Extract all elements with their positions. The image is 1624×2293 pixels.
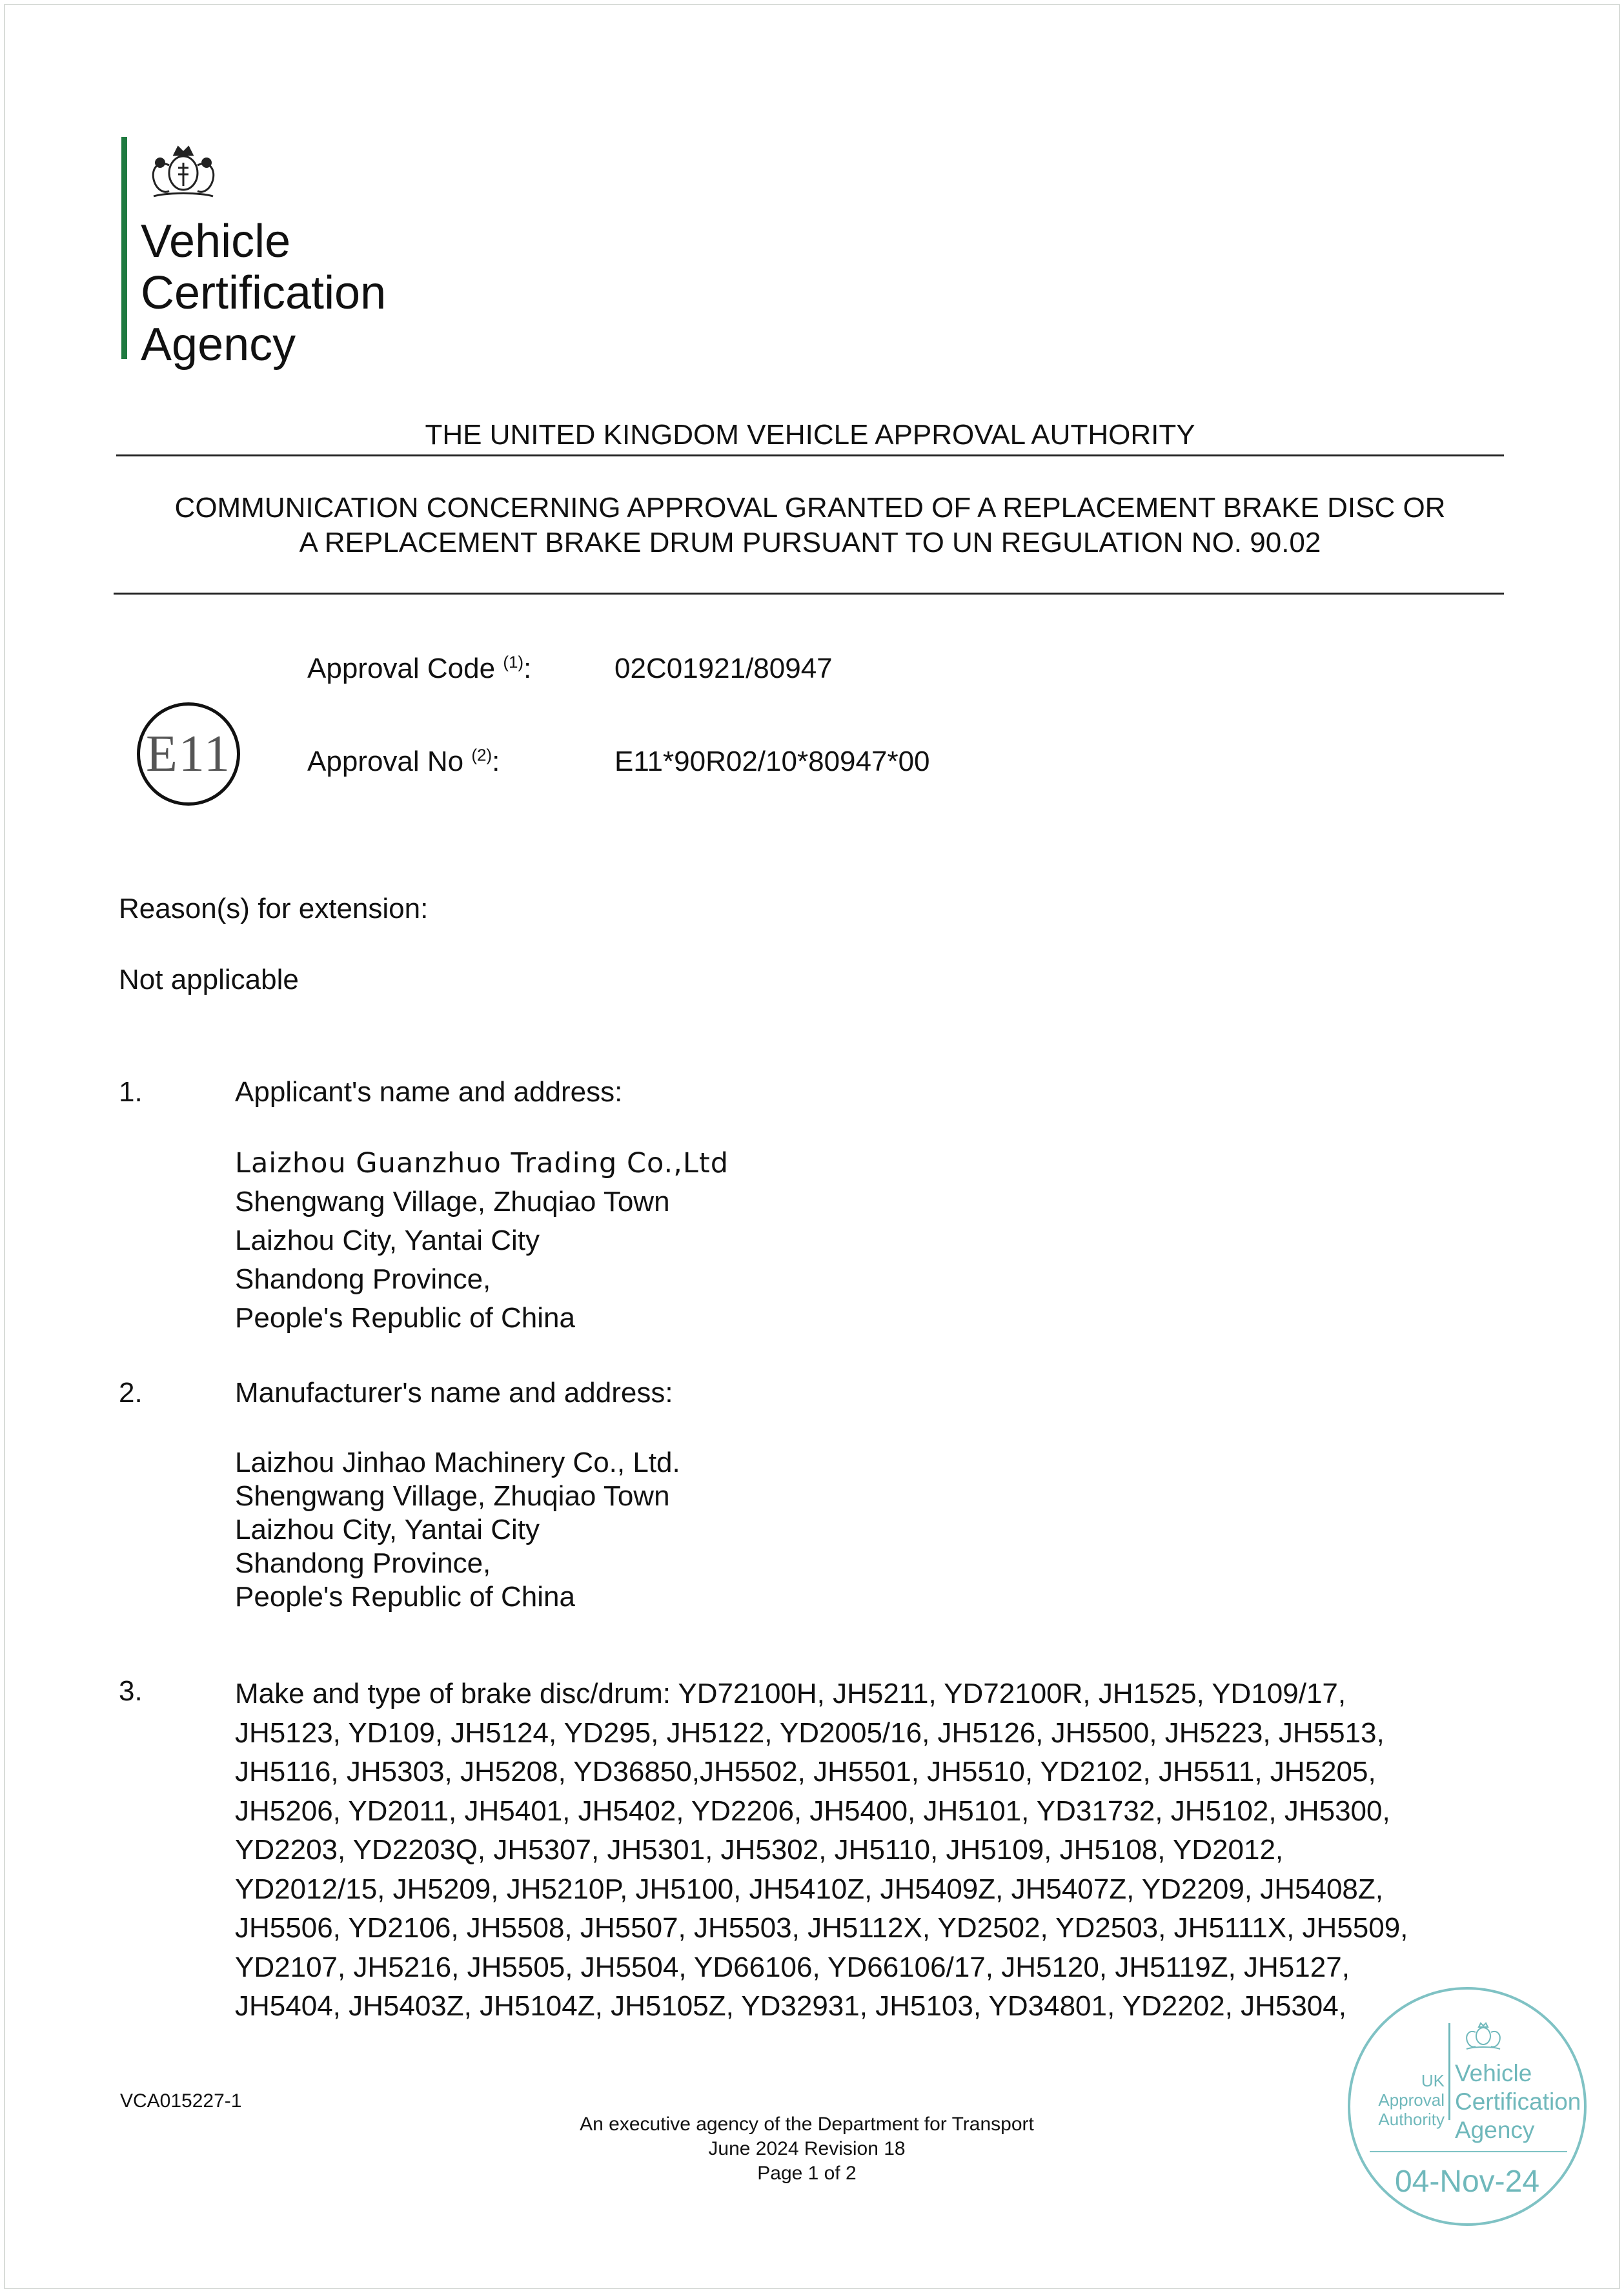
approval-code-note: (1) <box>503 652 524 672</box>
address-line: Laizhou Jinhao Machinery Co., Ltd. <box>235 1447 680 1478</box>
authority-title: THE UNITED KINGDOM VEHICLE APPROVAL AUTHORITY <box>425 419 1195 451</box>
label-colon: : <box>523 653 532 684</box>
model-line: Make and type of brake disc/drum: YD72100H, JH5211, YD72100R, JH1525, YD109/17, <box>235 1678 1346 1709</box>
header-rule-bottom <box>114 593 1504 595</box>
approval-number-note: (2) <box>471 745 492 765</box>
approval-number-value: E11*90R02/10*80947*00 <box>614 746 930 777</box>
model-line: JH5206, YD2011, JH5401, JH5402, YD2206, JH5400, JH5101, YD31732, JH5102, JH5300, <box>235 1795 1390 1827</box>
e-mark-circle: E11 <box>137 702 240 806</box>
communication-line: A REPLACEMENT BRAKE DRUM PURSUANT TO UN REGULATION NO. 90.02 <box>299 527 1321 558</box>
address-line: Shengwang Village, Zhuqiao Town <box>235 1480 670 1512</box>
stamp-rule <box>1370 2151 1567 2152</box>
manufacturer-address <box>235 1446 680 1614</box>
agency-name <box>141 216 386 371</box>
page-number: Page 1 of 2 <box>757 2163 857 2184</box>
section-number: 2. <box>119 1377 143 1409</box>
label-colon: : <box>492 746 500 777</box>
page-footer <box>452 2112 1162 2186</box>
model-line: JH5506, YD2106, JH5508, JH5507, JH5503, JH5112X, YD2502, YD2503, JH5111X, JH5509, <box>235 1912 1408 1944</box>
stamp-crest-icon <box>1461 2018 1505 2050</box>
logo-green-bar <box>121 137 127 359</box>
footer-line: June 2024 Revision 18 <box>708 2138 906 2159</box>
agency-name-line: Vehicle <box>141 216 291 267</box>
approval-code-label-text: Approval Code <box>307 653 496 684</box>
address-line: Laizhou Guanzhuo Trading Co.,Ltd <box>235 1147 729 1179</box>
brake-model-list <box>235 1675 1494 2026</box>
model-line: JH5404, JH5403Z, JH5104Z, JH5105Z, YD32931, JH5103, YD34801, YD2202, JH5304, <box>235 1990 1346 2022</box>
approval-code-value: 02C01921/80947 <box>614 653 833 684</box>
communication-title <box>116 491 1504 560</box>
applicant-heading: Applicant's name and address: <box>235 1076 623 1108</box>
extension-value: Not applicable <box>119 964 299 995</box>
address-line: Laizhou City, Yantai City <box>235 1225 540 1256</box>
stamp-name-line: Agency <box>1455 2117 1535 2143</box>
communication-line: COMMUNICATION CONCERNING APPROVAL GRANTED OF A REPLACEMENT BRAKE DISC OR <box>174 492 1446 524</box>
model-line: YD2203, YD2203Q, JH5307, JH5301, JH5302, JH5110, JH5109, JH5108, YD2012, <box>235 1834 1284 1866</box>
address-line: Shandong Province, <box>235 1547 491 1579</box>
stamp-uk-line: UK <box>1421 2071 1445 2090</box>
model-line: YD2107, JH5216, JH5505, JH5504, YD66106, YD66106/17, JH5120, JH5119Z, JH5127, <box>235 1951 1350 1983</box>
agency-name-line: Certification <box>141 267 387 319</box>
stamp-name-line: Certification <box>1455 2088 1581 2115</box>
address-line: People's Republic of China <box>235 1302 575 1334</box>
section-number: 3. <box>119 1675 143 1707</box>
agency-name-line: Agency <box>141 319 296 371</box>
stamp-uk-line: Authority <box>1378 2110 1445 2129</box>
section-number: 1. <box>119 1076 143 1108</box>
footer-line: An executive agency of the Department for Transport <box>580 2114 1034 2135</box>
model-line: JH5123, YD109, JH5124, YD295, JH5122, YD2005/16, JH5126, JH5500, JH5223, JH5513, <box>235 1717 1385 1749</box>
address-line: Laizhou City, Yantai City <box>235 1514 540 1545</box>
stamp-name-line: Vehicle <box>1455 2060 1532 2086</box>
stamp-divider <box>1448 2023 1450 2120</box>
applicant-address <box>235 1144 729 1338</box>
royal-crest-icon <box>141 134 226 203</box>
stamp-uk-authority <box>1361 2071 1445 2129</box>
stamp-uk-line: Approval <box>1378 2090 1445 2110</box>
extension-label: Reason(s) for extension: <box>119 893 429 924</box>
model-line: YD2012/15, JH5209, JH5210P, JH5100, JH5410Z, JH5409Z, JH5407Z, YD2209, JH5408Z, <box>235 1873 1383 1905</box>
model-line: JH5116, JH5303, JH5208, YD36850,JH5502, JH5501, JH5510, YD2102, JH5511, JH5205, <box>235 1756 1376 1788</box>
address-line: Shengwang Village, Zhuqiao Town <box>235 1186 670 1218</box>
approval-stamp <box>1348 1987 1587 2226</box>
address-line: People's Republic of China <box>235 1581 575 1613</box>
header-rule-top <box>116 454 1504 456</box>
approval-number-label <box>307 745 500 779</box>
stamp-date: 04-Nov-24 <box>1394 2165 1540 2199</box>
document-reference: VCA015227-1 <box>120 2090 242 2112</box>
stamp-agency-name <box>1455 2059 1581 2145</box>
address-line: Shandong Province, <box>235 1263 491 1295</box>
approval-code-label <box>307 652 531 686</box>
approval-number-label-text: Approval No <box>307 746 464 777</box>
manufacturer-heading: Manufacturer's name and address: <box>235 1377 673 1409</box>
